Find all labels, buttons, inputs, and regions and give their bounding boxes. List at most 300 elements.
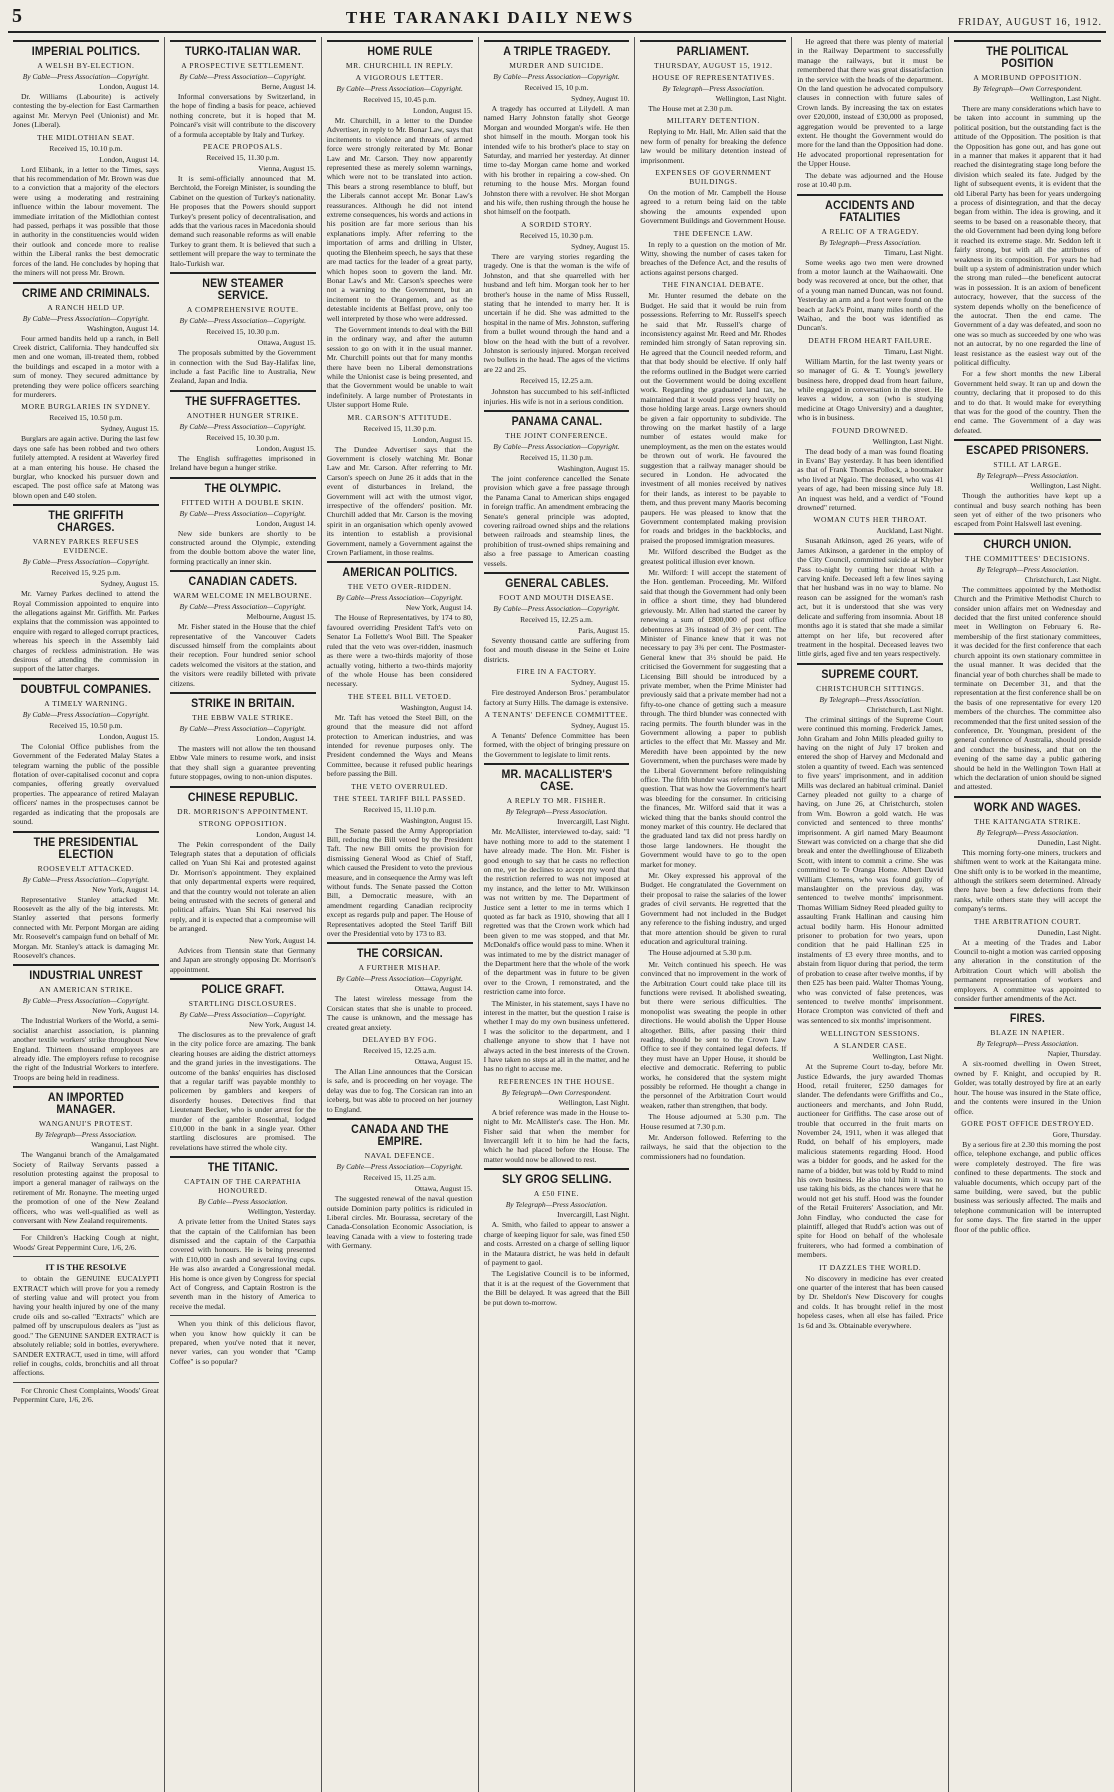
- paragraph: Mr. Okey expressed his approval of the Budget. He congratulated the Government on their proposal to raise the salaries of the lower grades of civil servants. He regretted that the Government had not included in the Budget any reference to the fishing industry, and urged that more attention should be given to rural education and agricultural training.: [640, 871, 787, 946]
- subheading: MURDER AND SUICIDE.: [509, 61, 604, 70]
- byline: By Cable—Press Association—Copyright.: [179, 316, 306, 326]
- article: [640, 40, 786, 1161]
- article: [170, 570, 316, 688]
- advertisement-text: For Chronic Chest Complaints, Woods' Great Peppermint Cure, 1/6, 2/6.: [13, 1385, 159, 1405]
- article: [954, 796, 1101, 1004]
- subheading: THE STEEL TARIFF BILL PASSED.: [333, 793, 466, 803]
- received-line: Received 15, 10.50 p.m.: [49, 413, 123, 423]
- byline: By Telegraph—Press Association.: [35, 1130, 137, 1140]
- column-6: [792, 37, 949, 1792]
- article-rule: [170, 570, 316, 572]
- paragraph: Mr. Veitch continued his speech. He was convinced that no improvement in the work of the Arbitration Court could take place till its functions were revised. It abolished sweating, but there were serious difficulties. The monopolist was sweating the people in other directions. He would abolish the Upper House altogether. Bills, after passing their third reading, should be sent to the Crown Law Office to see if they contained legal defects. If they must have an Upper House, it should be elective and democratic. Referring to public works, he considered that the system might possibly be reformed. He thought a change in the personnel of the Arbitration Court would weaken, rather than strengthen, that body.: [640, 959, 787, 1110]
- article-headline: GENERAL CABLES.: [504, 578, 609, 591]
- article: [170, 978, 316, 1152]
- received-line: Received 15, 11.25 a.m.: [363, 1173, 436, 1183]
- article-headline: CANADIAN CADETS.: [188, 576, 298, 589]
- article-headline: AN IMPORTED MANAGER.: [47, 1092, 124, 1117]
- advertisement: [13, 1229, 159, 1252]
- paragraph: The latest wireless message from the Corsican states that she is unable to proceed. The cause is unknown, and the message has created great anxiety.: [326, 994, 473, 1032]
- dateline: Invercargill, Last Night.: [557, 817, 630, 827]
- dateline: Washington, August 14.: [400, 702, 473, 712]
- article-headline: THE POLITICAL POSITION: [986, 46, 1069, 70]
- received-line: Received 15, 9.25 p.m.: [51, 568, 121, 578]
- subheading: VARNEY PARKES REFUSES EVIDENCE.: [32, 537, 140, 556]
- subheading: A TENANTS' DEFENCE COMMITTEE.: [484, 710, 629, 720]
- column-5: [635, 37, 792, 1792]
- byline: By Telegraph—Press Association.: [505, 1200, 608, 1210]
- subheading: EXPENSES OF GOVERNMENT BUILDINGS.: [655, 168, 772, 187]
- paragraph: The Senate passed the Army Appropriation Bill, reducing the Bill vetoed by the President Taft. The new Bill omits the provision for dismissing General Wood as Chief of Staff, which caused the President to veto the previous measure, and in consequence the Army was left without funds. The Senate passed the Cotton Bill, a Democratic measure, with an amendment regarding Canadian reciprocity except as regards pulp and paper. The House of Representatives adopted the Steel Tariff Bill over the Presidential veto by 173 to 83.: [326, 825, 473, 939]
- subheading: FOUND DROWNED.: [832, 425, 909, 435]
- dateline: Timaru, Last Night.: [883, 247, 944, 257]
- article-headline: A TRIPLE TRAGEDY.: [502, 46, 611, 58]
- dateline: London, August 14.: [256, 518, 316, 528]
- paragraph: The House adjourned at 5.30 p.m.: [648, 948, 752, 958]
- subheading: HOUSE OF REPRESENTATIVES.: [652, 73, 775, 82]
- article: [484, 763, 630, 1164]
- subheading: THE VETO OVERRULED.: [351, 781, 448, 791]
- subheading: STILL AT LARGE.: [993, 460, 1062, 470]
- dateline: Sydney, August 15.: [100, 579, 159, 589]
- dateline: Ottawa, August 15.: [257, 338, 316, 348]
- subheading: A TIMELY WARNING.: [44, 698, 128, 708]
- subheading: THE FINANCIAL DEBATE.: [662, 280, 765, 290]
- dateline: Timaru, Last Night.: [883, 346, 944, 356]
- article: [484, 40, 630, 406]
- byline: By Cable—Press Association—Copyright.: [179, 602, 306, 612]
- subheading: A SLANDER CASE.: [833, 1041, 907, 1051]
- subheading: THE VETO OVER-RIDDEN.: [347, 582, 452, 592]
- column-1: [8, 37, 165, 1792]
- paragraph: New side bunkers are shortly to be constructed around the Olympic, extending from the double bottom above the water line, forming practically an inner skin.: [169, 528, 316, 566]
- subheading: THE EBBW VALE STRIKE.: [192, 713, 294, 722]
- article-headline: ACCIDENTS AND FATALITIES: [825, 199, 915, 224]
- byline: By Telegraph—Press Association.: [976, 471, 1079, 481]
- dateline: London, August 14.: [256, 829, 316, 839]
- subheading: WELLINGTON SESSIONS.: [820, 1029, 921, 1039]
- paragraph: The Dundee Advertiser says that the Government is closely watching Mr. Bonar Law and Mr. Carson. After referring to Mr. Carson's speech on June 26 it adds that in the event of disturbances in Ireland, the Government will act with the utmost vigor, irrespective of the offenders' position. Mr. Churchill added that Mr. Carson is the moving spirit in an organisation which openly avowed its intention to establish a provisional Government, namely a Government against the Crown Parliament, in those realms.: [326, 444, 473, 558]
- dateline: Gore, Thursday.: [1052, 1129, 1101, 1139]
- byline: By Cable—Press Association—Copyright.: [336, 593, 463, 603]
- subheading: THE ARBITRATION COURT.: [973, 916, 1082, 926]
- article-headline: SLY GROG SELLING.: [501, 1174, 612, 1187]
- article-headline: STRIKE IN BRITAIN.: [190, 698, 295, 710]
- subheading: A WELSH BY-ELECTION.: [37, 61, 135, 70]
- subheading: ANOTHER HUNGER STRIKE.: [186, 410, 299, 420]
- dateline: Washington, August 15.: [400, 815, 473, 825]
- byline: By Cable—Press Association—Copyright.: [179, 1009, 306, 1019]
- article-rule: [797, 194, 943, 196]
- article-headline: CRIME AND CRIMINALS.: [21, 287, 150, 300]
- dateline: Ottawa, August 15.: [414, 1184, 473, 1194]
- subheading: A RELIC OF A TRAGEDY.: [821, 226, 919, 236]
- subheading: WANGANUI'S PROTEST.: [38, 1119, 133, 1129]
- subheading: STARTLING DISCLOSURES.: [188, 998, 297, 1008]
- dateline: Wellington, Last Night.: [1030, 94, 1101, 103]
- paragraph: Some weeks ago two men were drowned from a motor launch at the Waihaowaiti. One body was recovered at once, but the other, that of a young man named Duncan, was not found. Yesterday an arm and a foot were found on the beach at Jack's Point, many miles north of the Waihao, and the boot was identified as Duncan's.: [797, 257, 944, 333]
- byline: By Cable—Press Association—Copyright.: [336, 84, 463, 93]
- dateline: London, August 15.: [412, 434, 473, 444]
- subheading: GORE POST OFFICE DESTROYED.: [961, 1118, 1094, 1128]
- subheading: A FURTHER MISHAP.: [358, 963, 441, 973]
- dateline: Paris, August 15.: [578, 626, 630, 636]
- article-rule: [954, 533, 1101, 535]
- dateline: Wellington, Last Night.: [715, 94, 787, 103]
- paragraph: This morning forty-one miners, truckers and shiftmen went to work at the Kaitangata mine. One shift only is to be worked in the meantime, although the strikers seem determined. Already there have been a few defections from their ranks, while others state they will accept the company's terms.: [954, 847, 1101, 914]
- article-headline: NEW STEAMER SERVICE.: [202, 278, 284, 303]
- byline: By Telegraph—Press Association.: [976, 564, 1079, 574]
- byline: By Cable—Press Association—Copyright.: [179, 72, 306, 81]
- subheading: A PROSPECTIVE SETTLEMENT.: [181, 61, 305, 70]
- subheading: A £50 FINE.: [533, 1189, 580, 1199]
- article: [484, 572, 630, 759]
- paragraph: Replying to Mr. Hall, Mr. Allen said that the new form of penalty for breaking the defence law would be military detention instead of imprisonment.: [640, 127, 787, 165]
- received-line: Received 15, 12.25 a.m.: [520, 376, 593, 386]
- article-rule: [170, 786, 316, 788]
- article-rule: [170, 692, 316, 694]
- received-line: Received 15, 10.30 p.m.: [206, 432, 280, 442]
- received-line: Received 15, 10.30 p.m.: [519, 230, 594, 240]
- article-rule: [170, 477, 316, 479]
- article: [170, 1156, 316, 1311]
- paper-name: THE TARANAKI DAILY NEWS: [345, 8, 635, 27]
- dateline: Wellington, Last Night.: [1030, 481, 1101, 491]
- article-headline: FIRES.: [1009, 1013, 1046, 1026]
- dateline: Christchurch, Last Night.: [1024, 574, 1101, 584]
- paragraph: Mr. Taft has vetoed the Steel Bill, on the ground that the measure did not afford protection to American industries, and was intended for revenue purposes only. The President condemned the Ways and Means Committee, because it refused public hearings before passing the Bill.: [326, 712, 473, 779]
- dateline: Wellington, Last Night.: [872, 436, 944, 446]
- received-line: Received 15, 10.30 p.m.: [206, 327, 280, 337]
- received-line: Received 15, 10.10 p.m.: [49, 143, 123, 153]
- dateline: Napier, Thursday.: [1047, 1049, 1101, 1059]
- received-line: Received 15, 10.45 p.m.: [363, 95, 437, 104]
- article-rule: [327, 1118, 473, 1120]
- article: [13, 678, 159, 827]
- article-headline: PANAMA CANAL.: [511, 415, 602, 428]
- subheading: CHRISTCHURCH SITTINGS.: [816, 683, 925, 693]
- article-headline: THE OLYMPIC.: [204, 482, 282, 495]
- subheading: STRONG OPPOSITION.: [198, 818, 287, 828]
- subheading: WOMAN CUTS HER THROAT.: [813, 515, 928, 525]
- byline: By Cable—Press Association—Copyright.: [22, 996, 150, 1006]
- article-rule: [13, 282, 159, 284]
- article-rule: [954, 40, 1101, 42]
- subheading: AN AMERICAN STRIKE.: [39, 985, 133, 995]
- article: [327, 1118, 473, 1250]
- subheading: THE MIDLOTHIAN SEAT.: [37, 132, 135, 142]
- dateline: Melbourne, August 15.: [246, 612, 316, 622]
- paragraph: Informal conversations by Switzerland, in the hope of finding a basis for peace, achieved nothing concrete, but it is hoped that M. Poincaré's visit will contribute to the discovery of a formula acceptable by Italy and Turkey.: [169, 92, 316, 139]
- subheading: A MORIBUND OPPOSITION.: [973, 73, 1082, 82]
- article-headline: AMERICAN POLITICS.: [342, 567, 458, 580]
- paragraph: A tragedy has occurred at Lilydell. A man named Harry Johnston fatally shot George Morgan and wounded Morgan's wife. He then shot himself in the mouth. Morgan took his intended wife to his brother's place to stay on Saturday, and married her yesterday. At dinner time to-day Morgan came home and worked with his brother in repairing a cow-shed. On returning to the house Mrs. Morgan found Johnston there with a revolver. He shot Morgan and his wife, then rushing through the house he shot himself on the footpath.: [483, 104, 630, 217]
- dateline: New York, August 14.: [405, 603, 473, 613]
- article-headline: CANADA AND THE EMPIRE.: [350, 1124, 449, 1149]
- paragraph: Mr. Fisher stated in the House that the chief representative of the Vancouver Cadets discussed himself from the complaints about their reception. Four hundred senior school cadets welcomed the visitors at the station, and the visitors were readily billeted with private citizens.: [169, 622, 316, 688]
- paragraph: The English suffragettes imprisoned in Ireland have begun a hunger strike.: [169, 453, 316, 473]
- paragraph: The House of Representatives, by 174 to 80, favoured overriding President Taft's veto on Senator La Follette's Wool Bill. The Speaker ruled that the veto was over-ridden, inasmuch as there were a two-thirds majority of those actually voting, hitherto a two-thirds majority of the whole House has been considered necessary.: [326, 613, 473, 689]
- paragraph: The criminal sittings of the Supreme Court were continued this morning. Frederick James, John Graham and John Mills pleaded guilty to having on the night of July 17 broken and entered the shop of Harvey and Mcdonald and stolen a quantity of tweed. Each was sentenced to five years' imprisonment, and in addition Mills was declared an habitual criminal. Daniel Carney pleaded not guilty to a charge of having, on June 26, at Christchurch, stolen from Wm. Bowron a gold watch. He was convicted and sentenced to three months' imprisonment. A girl named Mary Beaumont Stewart was convicted on a charge that she did break and enter the dwellinghouse of Elizabeth Scott, with intent to commit a crime. She was committed to Te Oranga Home. Albert David William Clemens, who was found guilty of manslaughter on the previous day, was sentenced to twelve months' imprisonment. Thomas William Sidney Reed pleaded guilty to assaulting Frank Hallinan and causing him actual bodily harm. His Honour admitted prisoner to probation for two years, upon condition that he paid Hallinan £25 in instalments of £3 every three months, and to abstain from liquor during that period, the term of probation to cease after twelve months, if by then £25 has been paid. Walter Thomas Young, who was convicted of false pretences, was sentenced to twelve months' imprisonment. Horace Crompton was convicted of theft and was sentenced to six months' imprisonment.: [797, 714, 944, 1025]
- article-headline: ESCAPED PRISONERS.: [966, 445, 1089, 458]
- dateline: London, August 14.: [99, 82, 159, 91]
- article-rule: [484, 763, 630, 765]
- subheading: THURSDAY, AUGUST 15, 1912.: [654, 61, 773, 70]
- subheading: ROOSEVELT ATTACKED.: [37, 863, 135, 873]
- dateline: Sydney, August 10.: [571, 94, 630, 103]
- article-rule: [954, 1007, 1101, 1009]
- paragraph: The suggested renewal of the naval question outside Dominion party politics is ridiculed in Liberal circles. Mr. Bourassa, secretary of the Canada-Consolation Economic Association, is leaving Canada with a view to fostering trade with Germany.: [326, 1194, 473, 1251]
- dateline: Washington, August 14.: [86, 323, 159, 333]
- paragraph: Mr. Varney Parkes declined to attend the Royal Commission appointed to enquire into the allegations against Mr. Griffith. Mr. Parkes explains that the commission was appointed to enquire with regard to alleged corrupt practices, whereas his speech in the Assembly laid charges of reckless administration. He was desirous of attending the commission in support of the latter charges.: [13, 589, 159, 674]
- subheading: MORE BURGLARIES IN SYDNEY.: [21, 402, 151, 412]
- paragraph: The committees appointed by the Methodist Church and the Primitive Methodist Church to consider union affairs met on Wednesday and decided that the first united conference should meet in Wellington on February 6. Re-membership of the first stationary committees, it was decided for the first conference that each church appoint its own stationary committee in the usual manner. It was decided that the financial year of both churches shall be made to terminate on December 31, and that the representation at the first conference shall be on the basis of one representative for every 120 members of the churches. The committee also recommended that the first united session of the conference, Dr. Youngman, president of the general conference of Australia, should preside and conduct the business, and that on the evening of the same day a public gathering should be held in the Wellington Town Hall at which the declaration of union should be signed and attested.: [954, 584, 1101, 792]
- dateline: Sydney, August 15.: [100, 424, 159, 434]
- article-rule: [484, 40, 630, 42]
- columns-container: [8, 37, 1106, 1792]
- byline: By Cable—Press Association—Copyright.: [179, 724, 306, 733]
- article: [797, 194, 943, 659]
- article-headline: MR. MACALLISTER'S CASE.: [501, 769, 612, 794]
- subheading: CAPTAIN OF THE CARPATHIA HONOURED.: [184, 1177, 302, 1196]
- paragraph: By a serious fire at 2.30 this morning the post office, telephone exchange, and public offices were completely destroyed. The fire was confined to these departments. The stock and valuable documents, which occupy part of the same building, were saved, but the public business was seriously affected. The mails and telephone communication will be interrupted for some days. The fire started in the upper floor of the public office.: [954, 1139, 1101, 1234]
- paragraph: A six-roomed dwelling in Owen Street, owned by F. Knight, and occupied by R. Golder, was totally destroyed by fire at an early hour. The house was insured in the State office, and the contents were insured in the Union office.: [954, 1059, 1101, 1116]
- paragraph: There are many considerations which have to be taken into account in summing up the political position, but the outstanding fact is the attitude of the Opposition. The position is that the Opposition has gone out, and has gone out in a manner that makes it apparent that it had reached the disintegrating stage long before the division which sealed its fate. Judged by the light of subsequent events, it is evident that the old Liberal Party has been for years undergoing a process of disintegration, and that the decay began from within. The idea is growing, and it seems to be based on a reasonable theory, that the old Government had been dying long before it reached its extreme stage. Mr. Seddon left it fairly strong, but with all the attributes of weakness in its composition. For years he had built up a system of administration under which the strong man ruled—the beneficent autocrat was in possession. It is an axiom of beneficent autocracy, however, that the success of the system depends wholly on the beneficence of the autocrat. Then the end came. The Government of a day was defeated, and soon no one was so much as succeeded by one who was not an autocrat, by no one regarded the line of least resistance as the easiest way out of the political difficulty.: [954, 104, 1101, 367]
- article-headline: IMPERIAL POLITICS.: [31, 46, 141, 58]
- paragraph: Representative Stanley attacked Mr. Roosevelt as the ally of the big interests. Mr. Stanley asserted that persons formerly connected with Mr. Perpont Morgan are aiding Mr. Roosevelt's campaign fund on behalf of Mr. Morgan. Mr. Stanley's attack is damaging Mr. Roosevelt's chances.: [13, 894, 159, 960]
- paragraph: The Legislative Council is to be informed, that it is at the request of the Government that the Bill be delayed. It was agreed that the Bill be put down to-morrow.: [483, 1269, 630, 1307]
- paragraph: Advices from Tientsin state that Germany and Japan are strongly opposing Dr. Morrison's appointment.: [169, 945, 316, 974]
- issue-date: FRIDAY, AUGUST 16, 1912.: [958, 17, 1102, 28]
- article: [13, 504, 159, 674]
- paragraph: The House met at 2.30 p.m.: [648, 104, 733, 113]
- advertisement-text: When you think of this delicious flavor, when you know how quickly it can be prepared, when you've noted that it never, never varies, can you wonder that "Camp Coffee" is so popular?: [169, 1319, 316, 1366]
- byline: By Cable—Press Association—Copyright.: [336, 974, 463, 984]
- article: [954, 439, 1101, 529]
- byline: By Cable—Press Association—Copyright.: [336, 1162, 463, 1172]
- article-rule: [13, 678, 159, 680]
- subheading: FITTED WITH A DOUBLE SKIN.: [181, 497, 305, 507]
- subheading: A REPLY TO MR. FISHER.: [506, 796, 607, 806]
- dateline: Wanganui, Last Night.: [91, 1140, 159, 1150]
- dateline: Wellington, Last Night.: [558, 1097, 630, 1107]
- subheading: A SORDID STORY.: [521, 219, 592, 229]
- paragraph: A Tenants' Defence Committee has been formed, with the object of bringing pressure on the Government to legislate to limit rents.: [483, 731, 630, 759]
- paragraph: Fire destroyed Anderson Bros.' perambulator factory at Surry Hills. The damage is extensive.: [483, 688, 630, 707]
- article: [170, 692, 316, 782]
- article-headline: TURKO-ITALIAN WAR.: [184, 46, 301, 58]
- advertisement-text: For Children's Hacking Cough at night, Woods' Great Peppermint Cure, 1/6, 2/6.: [13, 1233, 159, 1252]
- dateline: Sydney, August 15.: [571, 241, 630, 251]
- paragraph: It is semi-officially announced that M. Berchtold, the Foreign Minister, is sounding the Cabinet on the question of Turkey's nationality. He proposes that the Powers should support Turkey's present policy of decentralisation, and adds that the various races in Macedonia should demand such reasonable reforms as will enable Turkey to grant them. It is believed that such a settlement will prepare the way to terminate the Italo-Turkish war.: [169, 174, 316, 268]
- paragraph: Mr. Churchill, in a letter to the Dundee Advertiser, in reply to Mr. Bonar Law, says that incitements to violence and threats of armed force were strongly reiterated by Mr. Bonar Law and Mr. Carson. They now apparently represented these as merely solemn warnings, which were not to be translated into action. This bears a strong resemblance to bluff, but the Liberals cannot accept Mr. Bonar Law's reassurances. Although he did not intend extreme consequences, his words and actions in his position are far more serious than his explanations imply. After referring to the importation of arms and drilling in Ulster, quoting the Blenheim speech, he says that these are mad tactics for the leader of a great party, which hopes soon to govern the land. Mr. Bonar Law's and Mr. Carson's speeches were not a warning to the Government, but an incitement to the Orangemen, and as the detestable incidents at Belfast prove, only too well interpreted by those who were addressed.: [326, 116, 473, 323]
- paragraph: Dr. Williams (Labourite) is actively contesting the by-election for East Carmarthen against Mr. Mervyn Peel (Unionist) and Mr. Jones (Liberal).: [13, 92, 159, 130]
- received-line: Received 15, 11.30 p.m.: [206, 153, 280, 163]
- dateline: Berne, August 14.: [261, 82, 316, 91]
- dateline: Washington, August 15.: [557, 463, 630, 473]
- byline: By Telegraph—Own Correspondent.: [501, 1087, 612, 1097]
- article: [797, 37, 943, 190]
- article-headline: SUPREME COURT.: [821, 668, 919, 681]
- dateline: Christchurch, Last Night.: [866, 704, 944, 714]
- dateline: Dunedin, Last Night.: [1037, 927, 1101, 937]
- advertisement: [170, 1315, 316, 1366]
- article-headline: WORK AND WAGES.: [974, 801, 1082, 814]
- article: [170, 477, 316, 567]
- paragraph: He agreed that there was plenty of material in the Railway Department to successfully manage the railways, but it must be remembered that there was great dissatisfaction in the service with the heads of the department. On the land question he advocated compulsory clauses in connection with future sales of Crown lands. By increasing the tax on estates over £20,000, instead of £30,000 as proposed, aggregation would be prevented to a large extent. He thought the Government would do more for the land than the Opposition had done. He advocated proportional representation for the Upper House.: [797, 37, 944, 169]
- dateline: Ottawa, August 14.: [414, 984, 473, 994]
- byline: By Cable—Press Association—Copyright.: [22, 709, 150, 719]
- article: [327, 561, 473, 938]
- advertisement-text: to obtain the GENUINE EUCALYPTI EXTRACT which will prove for you a remedy of sterling value and will protect you from having your health injured by one of the many crude oils and so-called "Extracts" which are palmed off by unscrupulous dealers as "just as good." The GENUINE SANDER EXTRACT is absolutely reliable; sold in bottles, everywhere. SANDER EXTRACT, used in time, will afford relief in coughs, colds, bronchitis and all throat affections.: [13, 1274, 159, 1378]
- received-line: Received 15, 11.30 p.m.: [520, 452, 593, 462]
- article-headline: THE SUFFRAGETTES.: [185, 395, 301, 408]
- subheading: BLAZE IN NAPIER.: [990, 1028, 1065, 1038]
- paragraph: In reply to a question on the motion of Mr. Witty, showing the number of cases taken for breaches of the Defence Act, and the results of actions against persons charged.: [640, 239, 787, 277]
- column-4: [479, 37, 636, 1792]
- received-line: Received 15, 12.25 a.m.: [520, 615, 593, 625]
- paragraph: The Minister, in his statement, says I have no interest in the matter, but the question I raise is whether I may do my own business unfettered. I was the solicitor to the department, and I challenge anyone to show that I have not always acted in the best interests of the Crown. I have taken no steps at all in the matter, and he has no right to accuse me.: [483, 998, 630, 1074]
- byline: By Cable—Press Association—Copyright.: [22, 313, 150, 323]
- dateline: New York, August 14.: [249, 1019, 316, 1029]
- dateline: Sydney, August 15.: [571, 678, 630, 688]
- byline: By Telegraph—Press Association.: [662, 84, 765, 93]
- byline: By Cable—Press Association—Copyright.: [493, 604, 620, 614]
- received-line: Received 15, 10.50 p.m.: [49, 720, 123, 730]
- byline: By Cable—Press Association—Copyright.: [22, 557, 150, 567]
- paragraph: The Government intends to deal with the Bill in the ordinary way, and after the autumn session to go on with it in the usual manner. Mr. Churchill points out that for many months there have been no Liberal demonstrations while the Unionist case is being presented, and that the Government would be unable to wait indefinitely. A large number of Protestants in Ulster support Home Rule.: [326, 324, 473, 410]
- byline: By Cable—Press Association—Copyright.: [179, 421, 306, 431]
- paragraph: A private letter from the United States says that the captain of the Californian has been dismissed and the captain of the Carpathia covered with honours. He is being presented with £10,000 in cash and several loving cups. He was also awarded a Congressional medal. His home is once given by Congress for special Act of Congress, and Captain Rostron is the seventh man in the history of America to receive the medal.: [169, 1217, 316, 1311]
- dateline: New York, August 14.: [92, 884, 159, 894]
- paragraph: At a meeting of the Trades and Labor Council to-night a motion was carried opposing any alteration in the constitution of the Arbitration Court which will abolish the permanent representation of workers and employers. A committee was appointed to consider further amendments of the Act.: [954, 937, 1101, 1004]
- article-rule: [13, 504, 159, 506]
- paragraph: The debate was adjourned and the House rose at 10.40 p.m.: [797, 170, 944, 190]
- paragraph: Four armed bandits held up a ranch, in Bell Creek district, California. They handcuffed six men and one woman, ill-treated them, robbed the buildings and escaped in a motor with a sum of money. They secured admittance by pretending they were police officers searching for murderers.: [13, 333, 159, 399]
- article-headline: THE GRIFFITH CHARGES.: [48, 510, 124, 535]
- received-line: Received 15, 11.10 p.m.: [363, 804, 437, 814]
- subheading: IT DAZZLES THE WORLD.: [819, 1262, 922, 1272]
- paragraph: The House adjourned at 5.30 p.m. The House resumed at 7.30 p.m.: [640, 1112, 787, 1131]
- byline: By Telegraph—Press Association.: [819, 237, 922, 247]
- dateline: London, August 14.: [99, 154, 159, 164]
- article: [170, 272, 316, 386]
- dateline: Invercargill, Last Night.: [557, 1210, 630, 1220]
- subheading: MR. CARSON'S ATTITUDE.: [347, 412, 452, 422]
- article-headline: HOME RULE: [367, 46, 433, 58]
- received-line: Received 15, 10 p.m.: [524, 83, 589, 92]
- subheading: NAVAL DEFENCE.: [364, 1151, 435, 1161]
- article-headline: THE CORSICAN.: [356, 948, 443, 961]
- paragraph: The proposals submitted by the Government in connection with the Sud Bay-Halifax line, include a fast Pacific line to Australia, New Zealand, Japan and India.: [169, 348, 316, 386]
- dateline: Wellington, Yesterday.: [248, 1207, 316, 1217]
- dateline: Ottawa, August 15.: [414, 1057, 473, 1067]
- dateline: New York, August 14.: [92, 1006, 159, 1016]
- advertisement: [13, 1256, 159, 1377]
- article-rule: [327, 40, 473, 42]
- article-rule: [954, 439, 1101, 441]
- article-headline: CHINESE REPUBLIC.: [187, 791, 298, 804]
- paragraph: There are varying stories regarding the tragedy. One is that the woman is the wife of Johnston, and that she quarrelled with her husband and left him. Morgan took her to her brother's house in the name of Miss Russell, stating that he intended to marry her. It is uncertain if he did. She was admitted to the hospital in the name of Mrs. Johnston, suffering from a bullet wound through the hand and a blow on the head with the butt of a revolver. Johnston is seriously injured. Morgan received two bullets in the head. The ages of the victims are 22 and 25.: [483, 251, 630, 374]
- dateline: Auckland, Last Night.: [876, 526, 944, 536]
- article-rule: [13, 40, 159, 42]
- subheading: DELAYED BY FOG.: [362, 1035, 437, 1045]
- article-rule: [484, 572, 630, 574]
- article: [327, 942, 473, 1114]
- article-rule: [484, 1168, 630, 1170]
- received-line: Received 15, 12.25 a.m.: [363, 1046, 436, 1056]
- dateline: Sydney, August 15.: [571, 721, 630, 731]
- advertisement: [13, 1382, 159, 1405]
- subheading: DR. MORRISON'S APPOINTMENT.: [177, 806, 309, 816]
- paragraph: The dead body of a man was found floating in Evans' Bay yesterday. It has been identified as that of Frank Thomas Pollock, a bootmaker who lived at Ngaio. The deceased, who was 41 years of age, had been missing since July 18. An inquest was held, and a verdict of "Found drowned" returned.: [797, 446, 944, 513]
- article-rule: [327, 561, 473, 563]
- article-rule: [954, 796, 1101, 798]
- byline: By Telegraph—Press Association.: [976, 1039, 1079, 1049]
- paragraph: The Wanganui branch of the Amalgamated Society of Railway Servants passed a resolution protesting against the proposal to import a general manager of railways on the retirement of Mr. Ronayne. The meeting urged the promotion of one of the New Zealand officers, who was well-qualified as well as conversant with New Zealand requirements.: [13, 1150, 159, 1226]
- byline: By Telegraph—Press Association.: [976, 827, 1079, 837]
- subheading: THE JOINT CONFERENCE.: [505, 430, 608, 440]
- article: [954, 40, 1101, 435]
- article: [954, 533, 1101, 792]
- paragraph: At the Supreme Court to-day, before Mr. Justice Edwards, the jury awarded Thomas Hood, retail fruiterer, £250 damages for slander. The defendants were Griffiths and Co., auctioneers and merchants, and John Rudd, auctioneer for Griffiths. The case arose out of trouble that occurred in the fruit marts on November 24, 1911, when it was alleged that Rudd, on behalf of his employers, made malicious statements regarding Hood. Hood was a bidder for goods, and he asked for the name of a bidder, but was told by Rudd to mind his own business. He also told him it was no use taking his bids, as the chances were that he would not get his stuff. Hood was the founder of the Retail Fruiterers' Association, and Mr. John Findlay, who conducted the case for plaintiff, alleged that Rudd's action was out of spite for Hood on behalf of the wholesale fruiterers, who had formed a combination of members.: [797, 1062, 944, 1260]
- article: [13, 282, 159, 501]
- subheading: FIRE IN A FACTORY.: [516, 667, 597, 677]
- subheading: THE STEEL BILL VETOED.: [347, 691, 452, 701]
- dateline: London, August 15.: [99, 731, 159, 741]
- subheading: MR. CHURCHILL IN REPLY.: [345, 61, 454, 70]
- paragraph: Mr. McAllister, interviewed to-day, said: "I have nothing more to add to the statement I have already made. The Hon. Mr. Fisher is good enough to say that he casts no reflection on me, yet he declines to accept my word that the restriction referred to was not imposed at my instance, and the letter to Mr. Wilkinson was not written by me. The Department of Justice sent a letter to me in terms which I quoted as far back as 1910, showing that all I regretted was that the Crown work which had been given to me was stopped, and that Mr. McDonald's office would pass to mine. When it was intimated to me by the district manager of the Department here that the whole of the work of the department was in future to be given over to the Crown, I remonstrated, and the restriction came into force.: [483, 827, 630, 997]
- paragraph: Mr. Wilford described the Budget as the greatest political illusion ever known.: [640, 547, 787, 566]
- article-rule: [170, 1156, 316, 1158]
- advertisement-headline: IT IS THE RESOLVE: [45, 1262, 127, 1273]
- article-headline: THE PRESIDENTIAL ELECTION: [33, 836, 139, 861]
- paragraph: Lord Elibank, in a letter to the Times, says that his recommendation of Mr. Brown was due to a conviction that a majority of the electors were using a moderating and restraining influence within the labour movement. The immediate irritation of the Midlothian contest had passed, perhaps it was possible that those in authority in the constituencies would widen their outlook and concede more to realise within the Liberal ranks the best democratic forces of the land. He concludes by hoping that the miners will not press Mr. Brown.: [13, 164, 159, 278]
- article-rule: [170, 272, 316, 274]
- article: [13, 40, 159, 278]
- article-rule: [327, 942, 473, 944]
- article-rule: [170, 40, 316, 42]
- column-2: [165, 37, 322, 1792]
- article-rule: [13, 964, 159, 966]
- article: [13, 1086, 159, 1225]
- byline: By Cable—Press Association—Copyright.: [493, 72, 620, 81]
- paragraph: Mr. Hunter resumed the debate on the Budget. He said that it would be ruin from possessions. Referring to Mr. Russell's speech he said that Mr. Russell's charge of inconsistency against Mr. Reed and Mr. Rhodes reminded him strongly of Satan reproving sin. He agreed that the Council needed reform, and that that body should be elective. If only half the reforms outlined in the Budget were carried out the Government would be doing excellent work. Regarding the graduated land tax, he maintained that it would press very heavily on those holding large areas. Large owners should be given a fair opportunity to subdivide. The throwing on the market hastily of a large number of estates would make for unemployment, as the men on the estates would be thrown out of work. He favoured the suggestion that a railway manager should be secured in London. He advocated the investment of all monies received by natives for their lands, as interest to be payable to them, and thus prevent many Maoris becoming paupers. He was pleased to know that the Government contemplated making provision for roads and bridges in the backblocks, and praised the proposed immigration measures.: [640, 291, 787, 545]
- dateline: New York, August 14.: [249, 935, 316, 945]
- column-7: [949, 37, 1106, 1792]
- received-line: Received 15, 11.30 p.m.: [363, 423, 437, 433]
- article-headline: PARLIAMENT.: [677, 46, 750, 58]
- paragraph: The joint conference cancelled the Senate provision which gave a free passage through the Panama Canal to American ships engaged in foreign traffic. An amendment embracing the Senate's general principle was adopted, covering railroad owned ships and the relations between railroads and steamship lines, the prohibition of trust-owned ships remaining and also a free passage to American coasting vessels.: [483, 473, 630, 568]
- dateline: London, August 15.: [412, 106, 473, 115]
- paragraph: On the motion of Mr. Campbell the House agreed to a return being laid on the table showing the amounts expended upon Government Buildings and Government House.: [640, 188, 787, 226]
- article: [13, 964, 159, 1082]
- article: [170, 786, 316, 974]
- article-headline: POLICE GRAFT.: [201, 983, 285, 996]
- article-rule: [13, 831, 159, 833]
- byline: By Cable—Press Association—Copyright.: [22, 72, 150, 81]
- byline: By Cable—Press Association—Copyright.: [493, 441, 620, 451]
- article-rule: [640, 40, 786, 42]
- subheading: DEATH FROM HEART FAILURE.: [808, 335, 933, 345]
- byline: By Cable—Press Association—Copyright.: [22, 874, 150, 884]
- subheading: A VIGOROUS LETTER.: [355, 73, 444, 82]
- paragraph: The Colonial Office publishes from the Government of the Federated Malay States a telegram warning the public of the possible flotation of over-capitalised coconut and copra companies, offering greatly overvalued properties. The appearance of retired Malayan officers' names in the prospectuses cannot be regarded as indicating that the proposals are sound.: [13, 741, 159, 827]
- article: [484, 410, 630, 568]
- subheading: WARM WELCOME IN MELBOURNE.: [173, 591, 313, 601]
- byline: By Telegraph—Press Association.: [819, 694, 922, 704]
- dateline: London, August 15.: [256, 443, 316, 453]
- article: [954, 1007, 1101, 1234]
